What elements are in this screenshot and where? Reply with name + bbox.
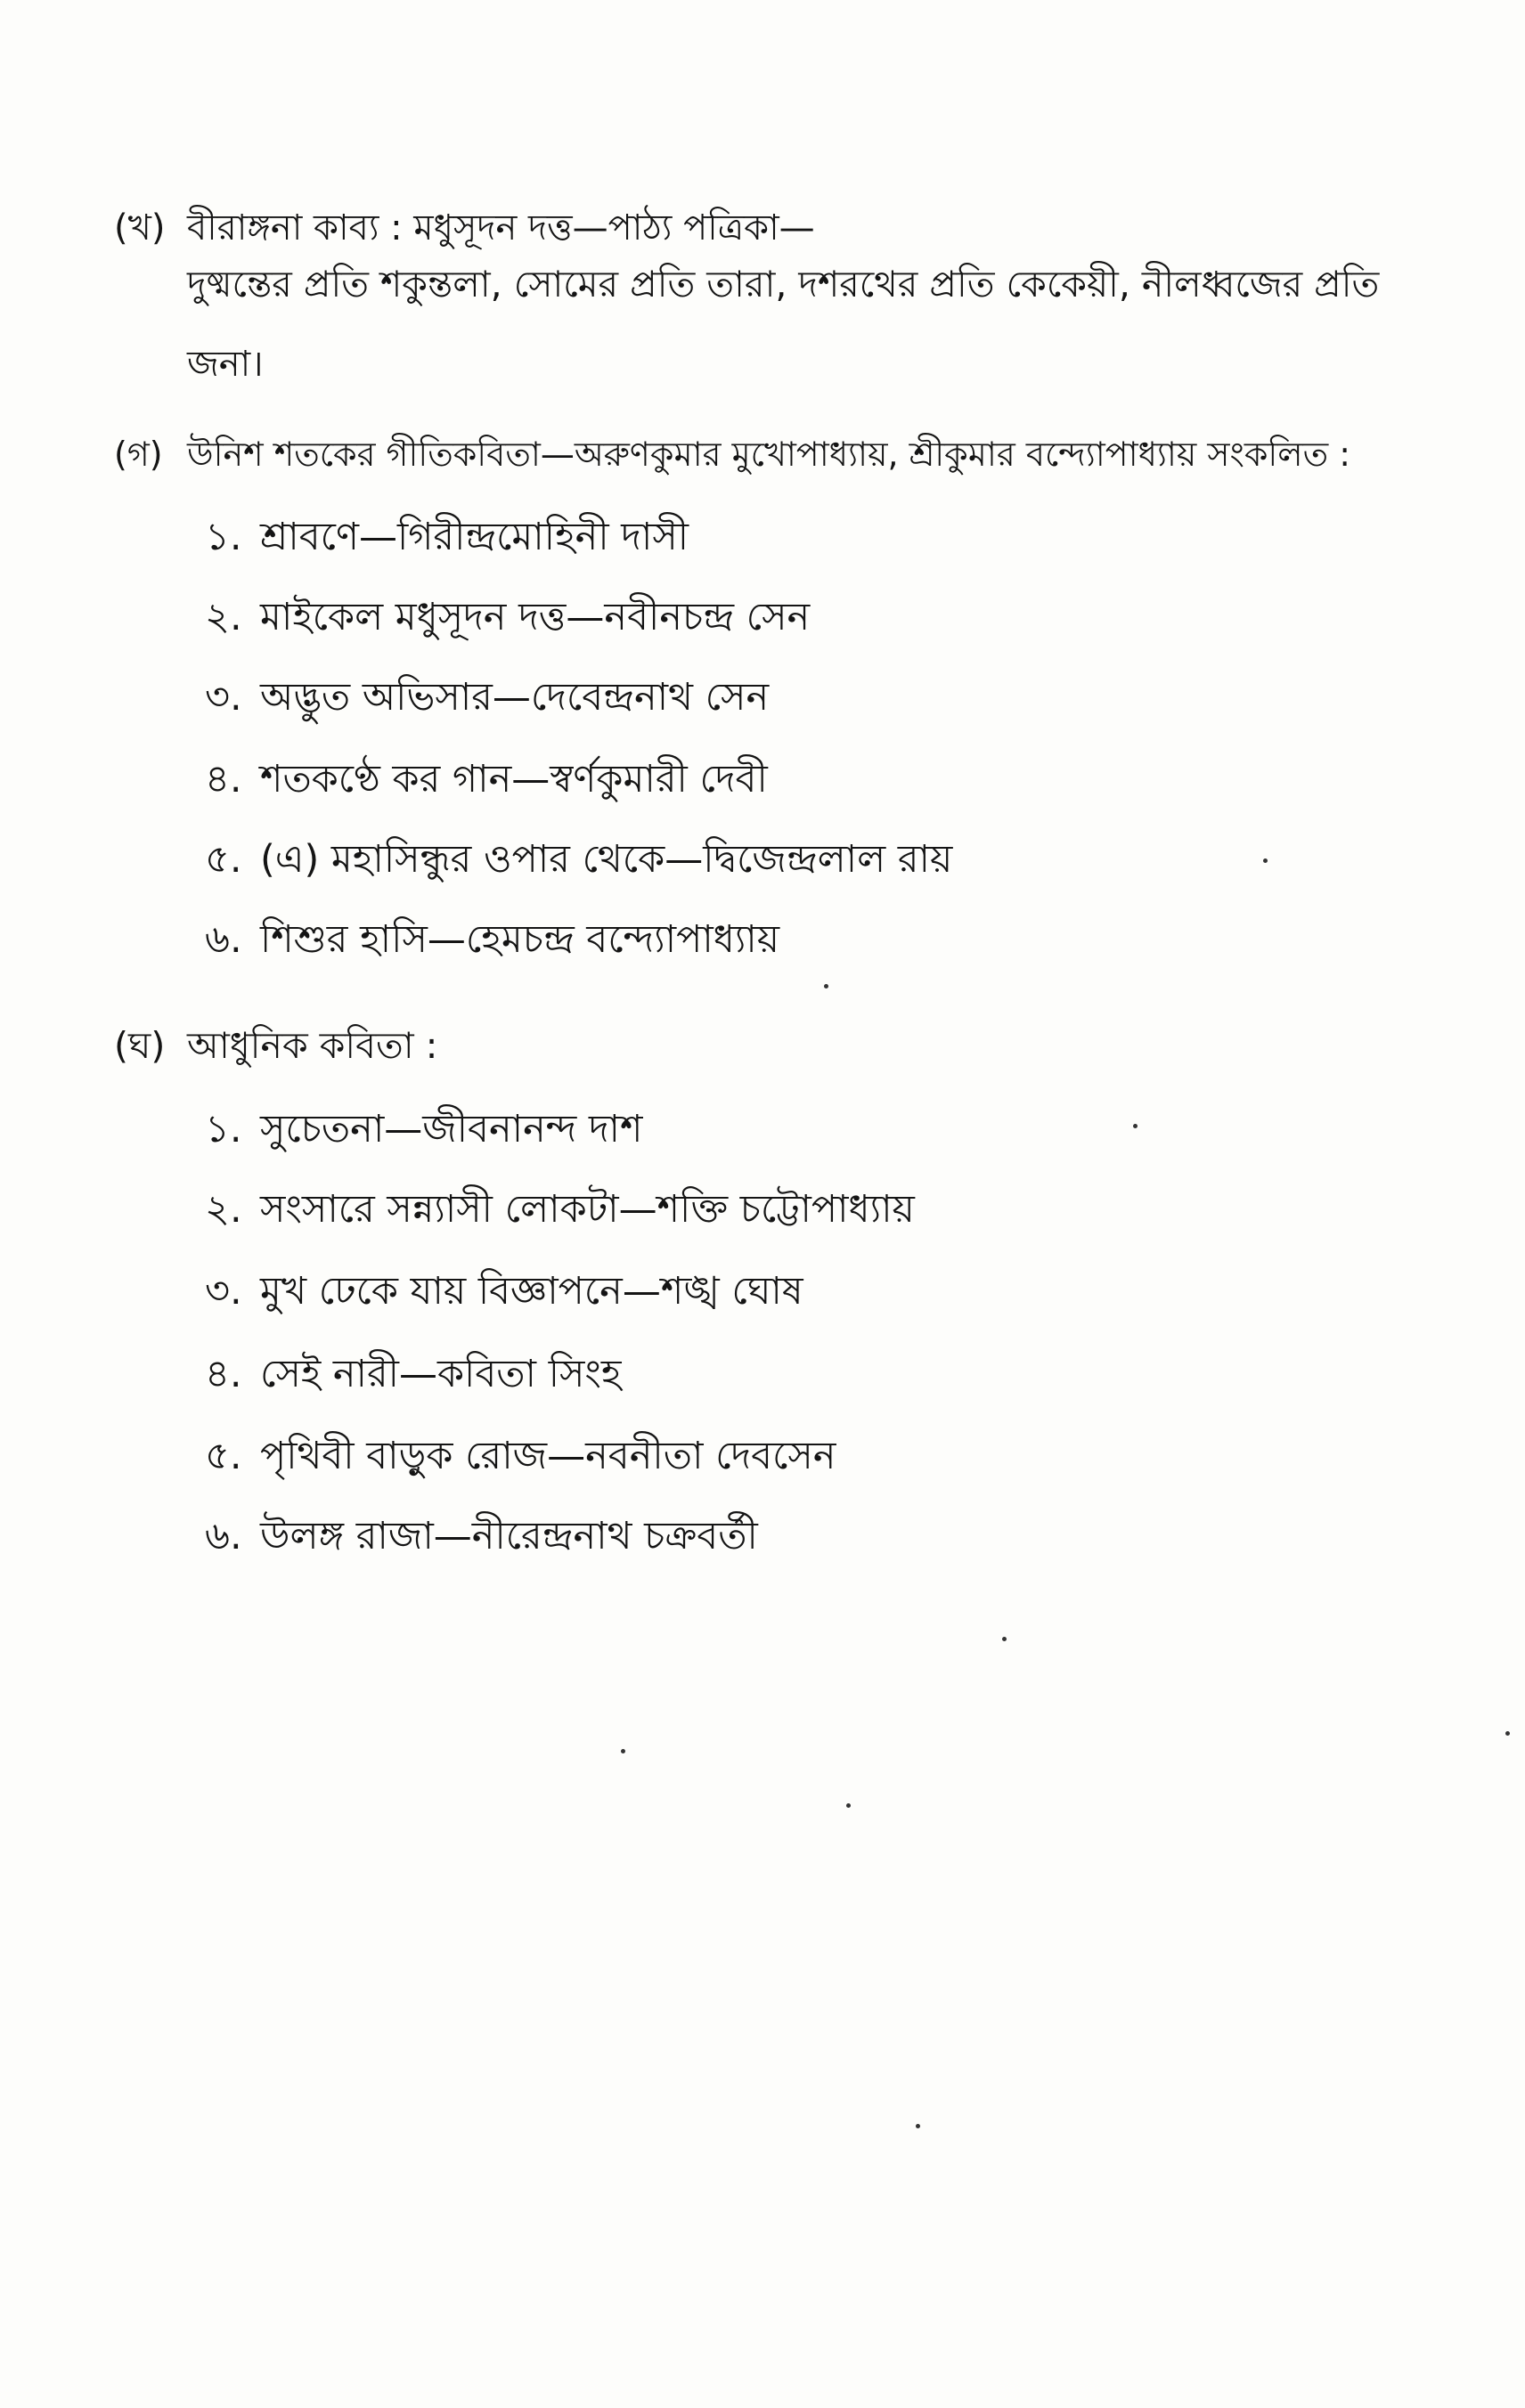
list-item-text: অদ্ভুত অভিসার—দেবেন্দ্রনাথ সেন [260,675,770,720]
list-item [205,515,689,561]
list-item [205,837,952,883]
list-item [205,595,810,641]
scan-speck [824,984,828,988]
list-item [205,1352,622,1398]
list-item [205,1269,803,1315]
list-item-number: ২. [205,595,242,639]
list-item-text: শ্রাবণে—গিরীন্দ্রমোহিনী দাসী [260,515,689,559]
scan-speck [621,1749,625,1753]
section-ga-marker: (গ) [114,435,163,474]
list-item-number: ১. [205,515,242,559]
list-item-text: শতকণ্ঠে কর গান—স্বর্ণকুমারী দেবী [260,757,768,801]
scan-speck [1263,858,1268,863]
list-item-number: ৫. [205,837,242,882]
list-item [205,917,779,964]
scan-speck [846,1803,851,1808]
section-gha-heading-row [114,1024,437,1068]
list-item-number: ৬. [205,1514,242,1558]
section-ga-heading: উনিশ শতকের গীতিকবিতা—অরুণকুমার মুখোপাধ্যায়, শ্রীকুমার বন্দ্যোপাধ্যায় সংকলিত : [187,435,1351,474]
scan-speck [1505,1731,1510,1736]
scan-speck [1133,1124,1138,1128]
list-item-text: সুচেতনা—জীবনানন্দ দাশ [260,1107,643,1151]
list-item-text: উলঙ্গ রাজা—নীরেন্দ্রনাথ চক্রবর্তী [260,1514,758,1558]
scan-speck [1002,1637,1007,1641]
list-item-number: ১. [205,1107,242,1151]
list-item-text: পৃথিবী বাড়ুক রোজ—নবনীতা দেবসেন [260,1434,836,1478]
section-kha-heading-row [114,207,815,249]
list-item-number: ৪. [205,757,242,801]
section-kha-line-2: দুষ্মন্তের প্রতি শকুন্তলা, সোমের প্রতি তারা, দশরথের প্রতি কেকেয়ী, নীলধ্বজের প্রতি [187,263,1380,305]
list-item-number: ২. [205,1187,242,1232]
list-item [205,1187,915,1233]
list-item [205,1107,642,1153]
section-kha-heading: বীরাঙ্গনা কাব্য : মধুসূদন দত্ত—পাঠ্য পত্রিকা— [187,207,815,248]
section-kha-marker: (খ) [114,207,166,248]
list-item-number: ৪. [205,1352,242,1396]
list-item-number: ৩. [205,1269,242,1314]
section-gha-marker: (ঘ) [114,1024,166,1067]
list-item-text: সংসারে সন্ন্যাসী লোকটা—শক্তি চট্টোপাধ্যায় [260,1187,915,1232]
list-item [205,757,768,803]
list-item-text: শিশুর হাসি—হেমচন্দ্র বন্দ্যোপাধ্যায় [260,917,780,962]
list-item-number: ৩. [205,675,242,720]
list-item-text: মাইকেল মধুসূদন দত্ত—নবীনচন্দ্র সেন [260,595,811,639]
section-ga-heading-row [114,435,1350,476]
list-item-number: ৬. [205,917,242,962]
list-item-text: সেই নারী—কবিতা সিংহ [260,1352,622,1396]
list-item-text: (এ) মহাসিন্ধুর ওপার থেকে—দ্বিজেন্দ্রলাল রায় [260,837,953,882]
section-kha-line-3: জনা। [187,344,264,385]
list-item [205,1514,758,1560]
list-item [205,1434,836,1480]
scan-speck [916,2124,920,2128]
list-item [205,675,769,721]
section-gha-heading: আধুনিক কবিতা : [187,1024,438,1067]
list-item-text: মুখ ঢেকে যায় বিজ্ঞাপনে—শঙ্খ ঘোষ [260,1269,803,1314]
list-item-number: ৫. [205,1434,242,1478]
